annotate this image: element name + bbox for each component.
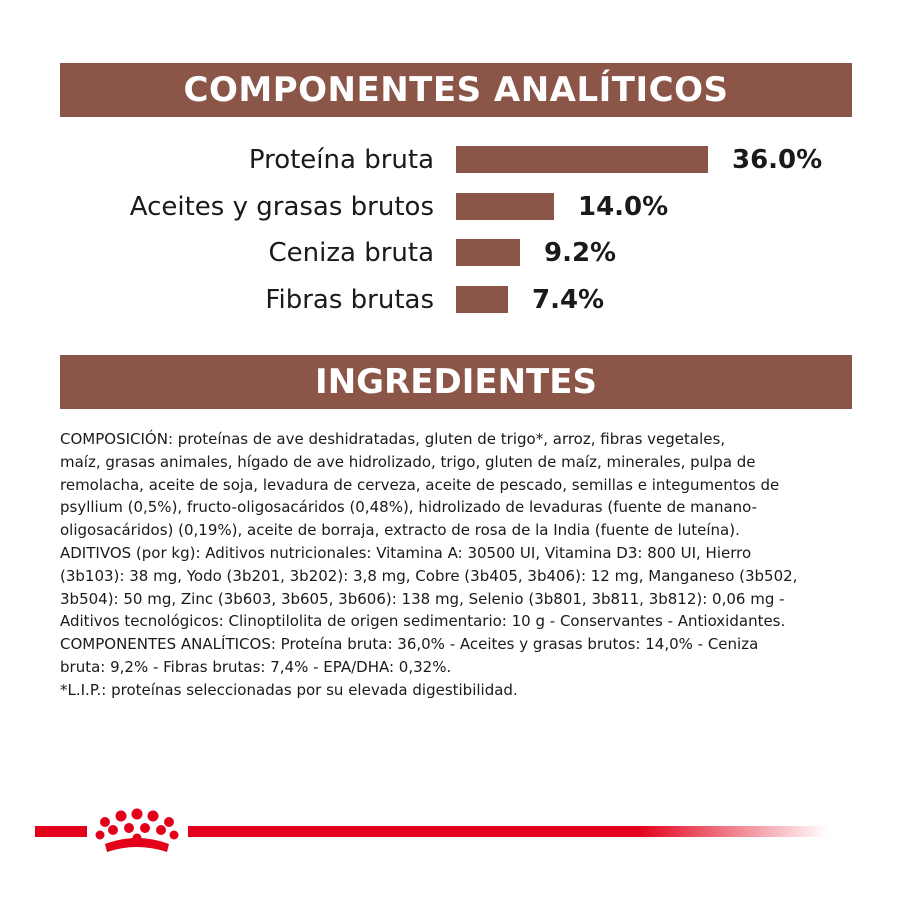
analytic-row-protein (0, 143, 900, 177)
ingredients-line: COMPONENTES ANALÍTICOS: Proteína bruta: 36,0% - Aceites y grasas brutos: 14,0% - Ceniza (60, 635, 759, 654)
ingredients-line: ADITIVOS (por kg): Aditivos nutricionales: Vitamina A: 30500 UI, Vitamina D3: 800 UI, Hierro (60, 543, 752, 562)
ingredients-header: INGREDIENTES (60, 355, 852, 409)
analytic-row-label: Aceites y grasas brutos (129, 192, 434, 222)
analytic-row-value: 14.0% (578, 192, 669, 222)
ingredients-line: *L.I.P.: proteínas seleccionadas por su elevada digestibilidad. (60, 680, 518, 699)
ingredients-line: Aditivos tecnológicos: Clinoptilolita de origen sedimentario: 10 g - Conservantes - Antioxidantes. (60, 612, 786, 631)
ingredients-line: maíz, grasas animales, hígado de ave hidrolizado, trigo, gluten de maíz, minerales, pulpa de (60, 452, 756, 471)
crown-icon (93, 808, 181, 856)
ingredients-line: bruta: 9,2% - Fibras brutas: 7,4% - EPA/DHA: 0,32%. (60, 657, 452, 676)
analytic-row-bar (456, 239, 520, 266)
analytic-row-label: Proteína bruta (248, 145, 434, 175)
analytic-row-ash (0, 236, 900, 270)
ingredients-text (60, 428, 860, 702)
analytic-row-value: 7.4% (532, 285, 605, 315)
ingredients-line: (3b103): 38 mg, Yodo (3b201, 3b202): 3,8 mg, Cobre (3b405, 3b406): 12 mg, Manganeso (3b502, (60, 566, 798, 585)
ingredients-line: psyllium (0,5%), fructo-oligosacáridos (0,48%), hidrolizado de levaduras (fuente de manano- (60, 498, 758, 517)
analytic-row-bar (456, 146, 708, 173)
analytic-row-fats (0, 190, 900, 224)
footer-red-line-left (35, 826, 87, 837)
analytic-row-label: Fibras brutas (265, 285, 434, 315)
analytic-row-bar (456, 286, 508, 313)
ingredients-line: COMPOSICIÓN: proteínas de ave deshidratadas, gluten de trigo*, arroz, fibras vegetales, (60, 430, 726, 448)
footer-red-line-right (188, 826, 828, 837)
ingredients-line: oligosacáridos) (0,19%), aceite de borraja, extracto de rosa de la India (fuente de luteína). (60, 521, 740, 540)
analytic-row-value: 36.0% (732, 145, 823, 175)
ingredients-line: remolacha, aceite de soja, levadura de cerveza, aceite de pescado, semillas e integumentos de (60, 475, 780, 494)
analytic-components-header: COMPONENTES ANALÍTICOS (60, 63, 852, 117)
analytic-row-fiber (0, 283, 900, 317)
analytic-row-bar (456, 193, 554, 220)
analytic-row-label: Ceniza bruta (268, 238, 434, 268)
analytic-row-value: 9.2% (544, 238, 617, 268)
ingredients-line: 3b504): 50 mg, Zinc (3b603, 3b605, 3b606): 138 mg, Selenio (3b801, 3b811, 3b812): 0,06 mg - (60, 589, 785, 608)
